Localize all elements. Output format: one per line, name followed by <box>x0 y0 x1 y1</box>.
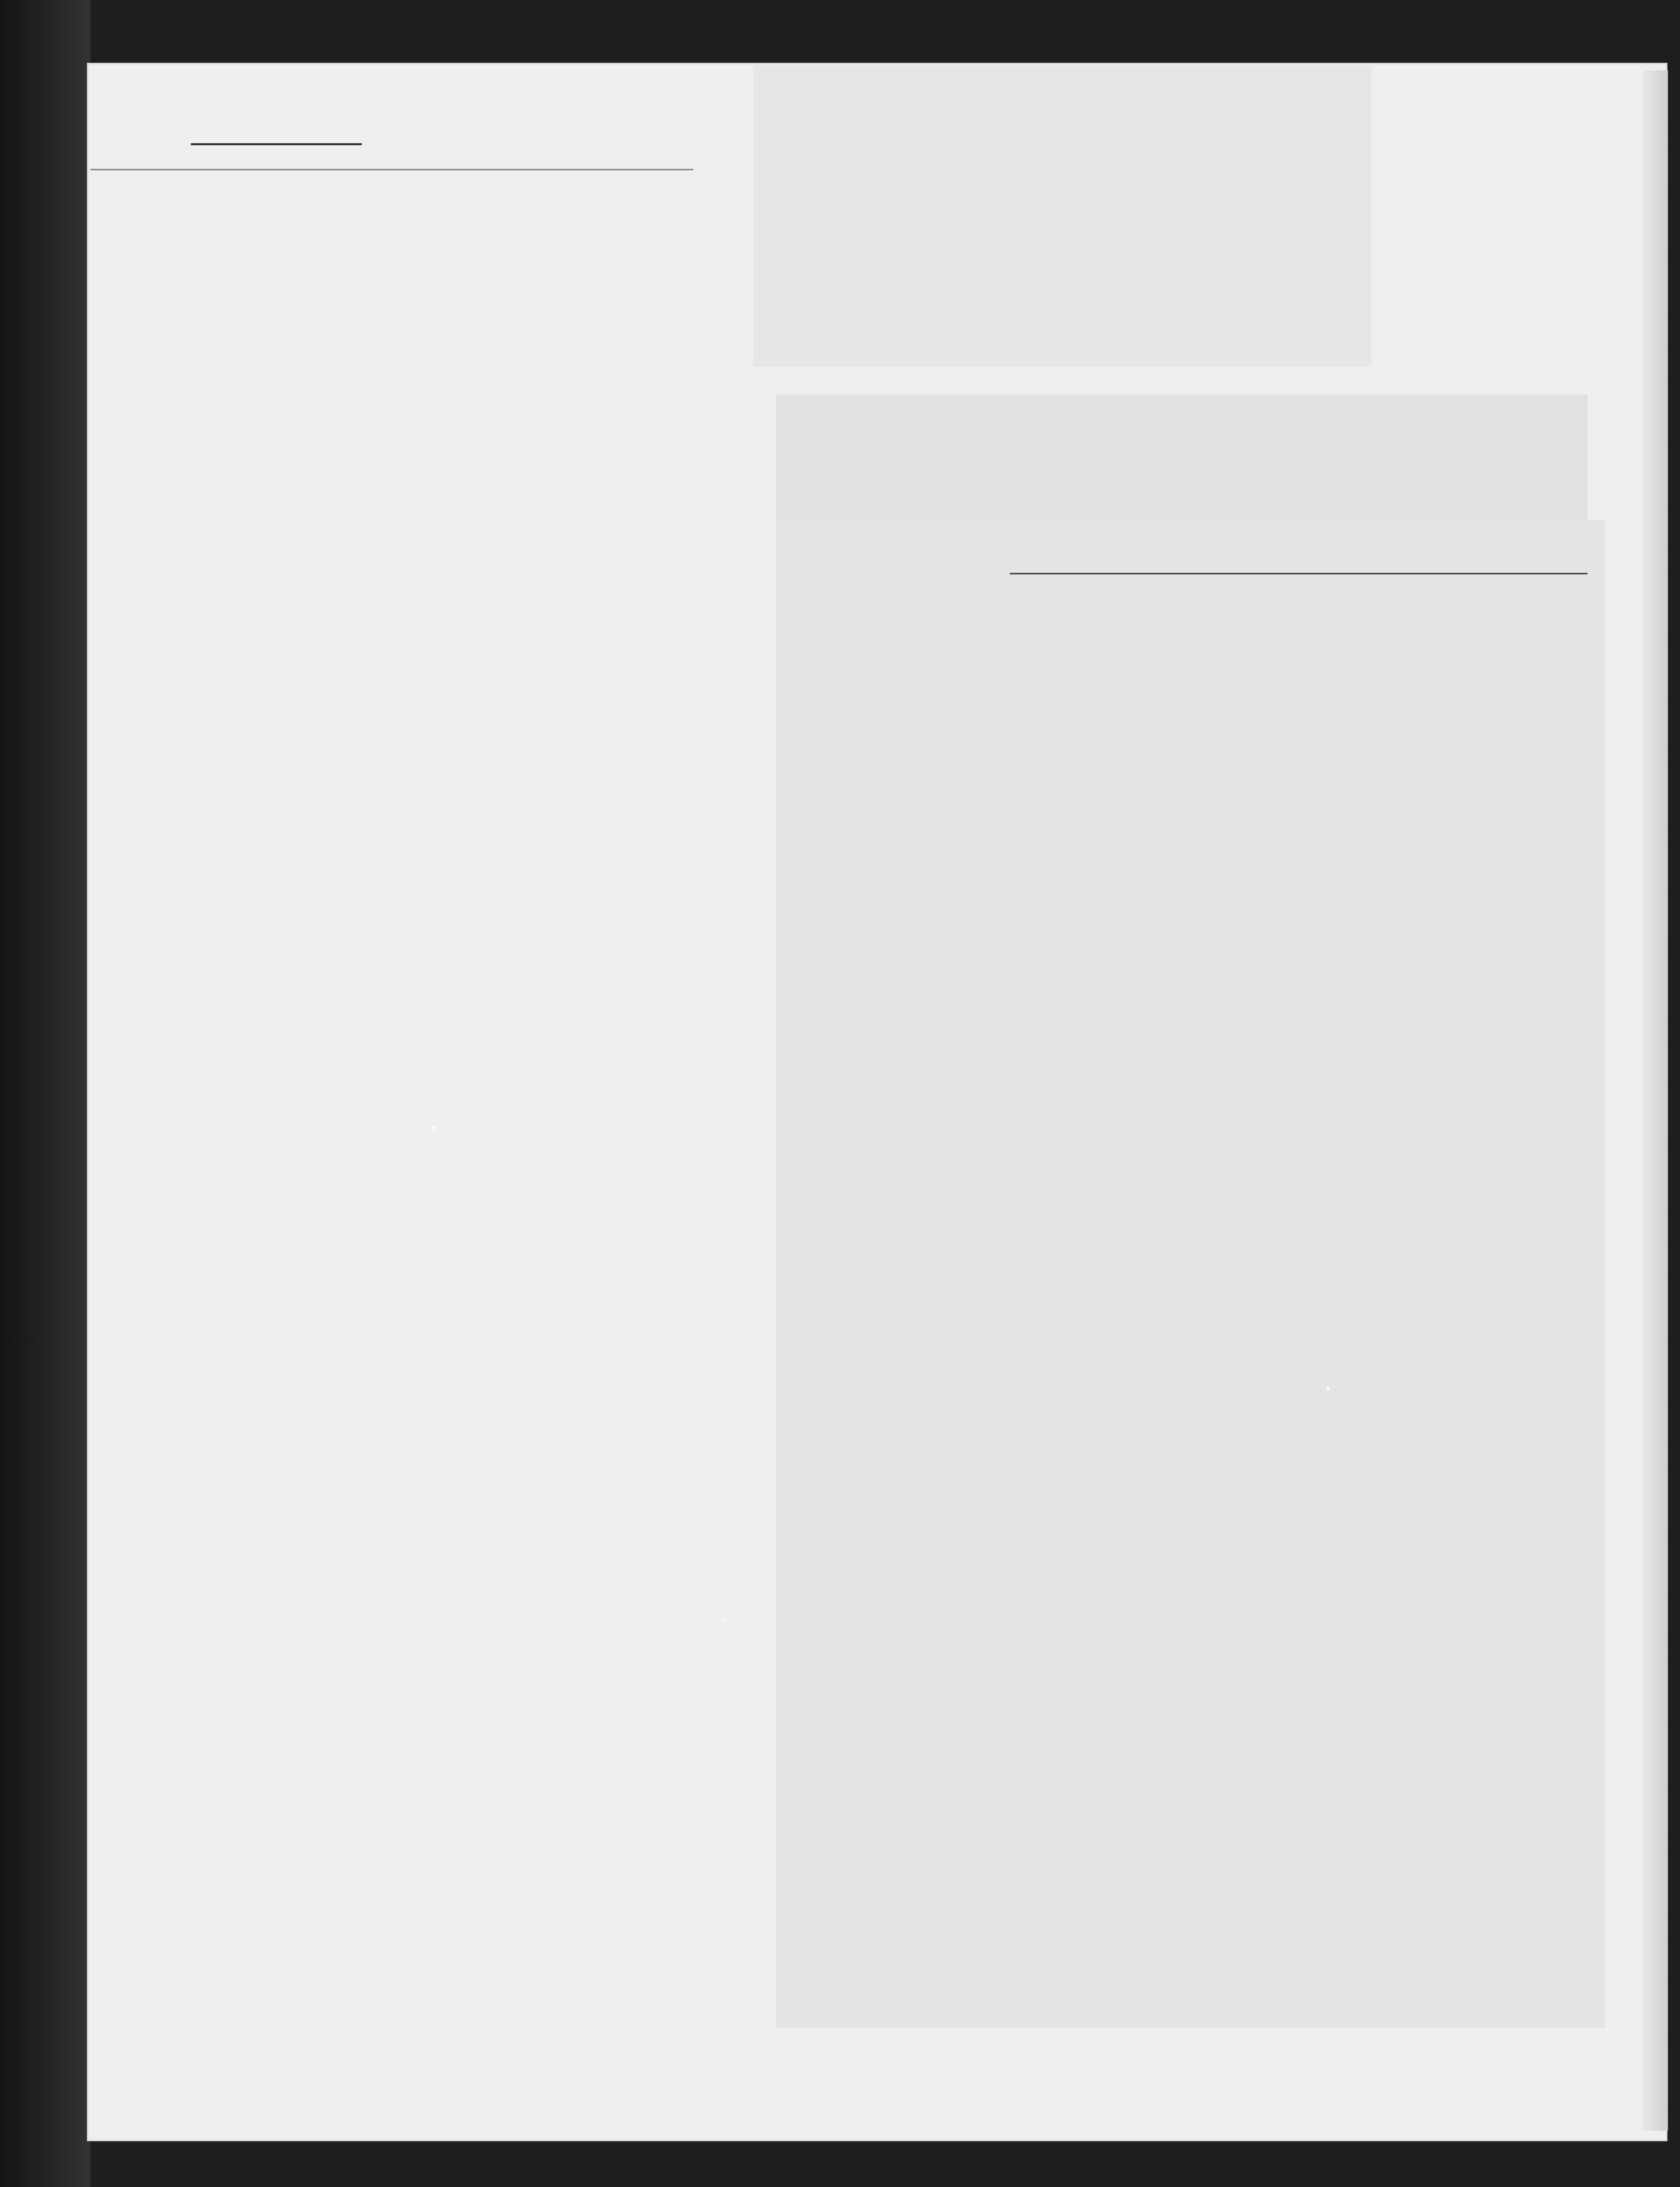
sheet-edge <box>1643 70 1668 2131</box>
label-divider <box>90 169 693 170</box>
top-newspaper-clipping <box>754 65 1372 367</box>
issue-masthead <box>1010 543 1588 574</box>
dust-speck <box>1326 1387 1330 1390</box>
dust-speck <box>432 1126 436 1130</box>
label-underline <box>191 143 362 145</box>
clipping-source-header <box>776 394 1588 520</box>
dust-speck <box>723 1618 726 1621</box>
scan-background-edge <box>0 0 90 2187</box>
folder-label <box>100 101 703 146</box>
main-newspaper-clipping <box>776 520 1605 2028</box>
